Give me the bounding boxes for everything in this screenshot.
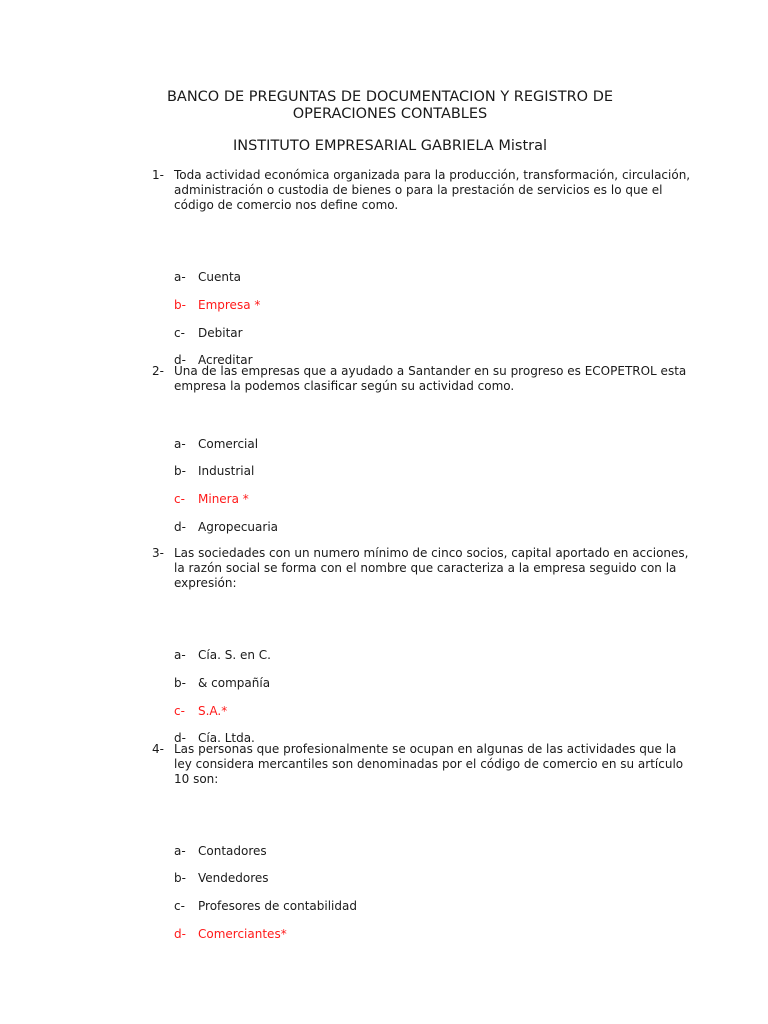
question-1 (152, 168, 692, 367)
option-letter: d- (174, 520, 186, 534)
option-letter: a- (174, 648, 186, 662)
option-letter: a- (174, 270, 186, 284)
option-a (174, 844, 267, 859)
option-letter: d- (174, 353, 186, 367)
option-text: S.A.* (198, 704, 228, 718)
option-c (174, 326, 243, 341)
option-letter: d- (174, 731, 186, 745)
option-text: Cía. S. en C. (198, 648, 271, 662)
option-letter: b- (174, 298, 186, 312)
document-title-line-2: OPERACIONES CONTABLES (292, 106, 488, 122)
question-text: Las sociedades con un numero mínimo de cinco socios, capital aportado en acciones, la razón social se forma con el nombre que caracteriza a la empresa seguido con la expresión: (174, 546, 689, 590)
option-text: Minera * (198, 492, 249, 506)
option-b (174, 871, 269, 886)
document-title-line-1: BANCO DE PREGUNTAS DE DOCUMENTACION Y REGISTRO DE (166, 89, 614, 105)
option-b-correct (174, 298, 260, 313)
option-text: Vendedores (198, 871, 269, 885)
option-letter: a- (174, 437, 186, 451)
question-text: Toda actividad económica organizada para la producción, transformación, circulación, administración o custodia de bienes o para la prestación de servicios es lo que el código de comercio nos define como. (174, 168, 691, 212)
option-letter: c- (174, 492, 185, 506)
option-letter: b- (174, 676, 186, 690)
option-text: Debitar (198, 326, 243, 340)
option-text: Cía. Ltda. (198, 731, 255, 745)
option-letter: d- (174, 927, 186, 941)
option-b (174, 464, 254, 479)
option-c-correct (174, 704, 227, 719)
question-number: 2- (152, 364, 164, 378)
question-4 (152, 742, 692, 941)
option-text: Empresa * (198, 298, 261, 312)
option-b (174, 676, 270, 691)
option-a (174, 270, 241, 285)
option-d-correct (174, 927, 287, 942)
question-text: Las personas que profesionalmente se ocupan en algunas de las actividades que la ley considera mercantiles son denominadas por el código de comercio en su artículo 10 son: (174, 742, 684, 786)
option-letter: b- (174, 464, 186, 478)
option-text: Contadores (198, 844, 267, 858)
question-number: 1- (152, 168, 164, 182)
option-text: & compañía (198, 676, 271, 690)
question-2 (152, 364, 692, 534)
option-text: Acreditar (198, 353, 253, 367)
option-c-correct (174, 492, 249, 507)
option-letter: c- (174, 326, 185, 340)
question-text: Una de las empresas que a ayudado a Santander en su progreso es ECOPETROL esta empresa la podemos clasificar según su actividad como. (174, 364, 687, 393)
option-text: Comercial (198, 437, 259, 451)
question-number: 3- (152, 546, 164, 560)
option-a (174, 648, 271, 663)
option-c (174, 899, 357, 914)
option-letter: b- (174, 871, 186, 885)
option-letter: c- (174, 704, 185, 718)
question-number: 4- (152, 742, 164, 756)
option-text: Industrial (198, 464, 255, 478)
option-text: Agropecuaria (198, 520, 279, 534)
option-letter: c- (174, 899, 185, 913)
option-a (174, 437, 258, 452)
option-text: Comerciantes* (198, 927, 287, 941)
option-d (174, 520, 278, 535)
question-3 (152, 546, 692, 745)
option-text: Profesores de contabilidad (198, 899, 357, 913)
option-letter: a- (174, 844, 186, 858)
option-text: Cuenta (198, 270, 242, 284)
institute-name: INSTITUTO EMPRESARIAL GABRIELA Mistral (232, 138, 548, 154)
